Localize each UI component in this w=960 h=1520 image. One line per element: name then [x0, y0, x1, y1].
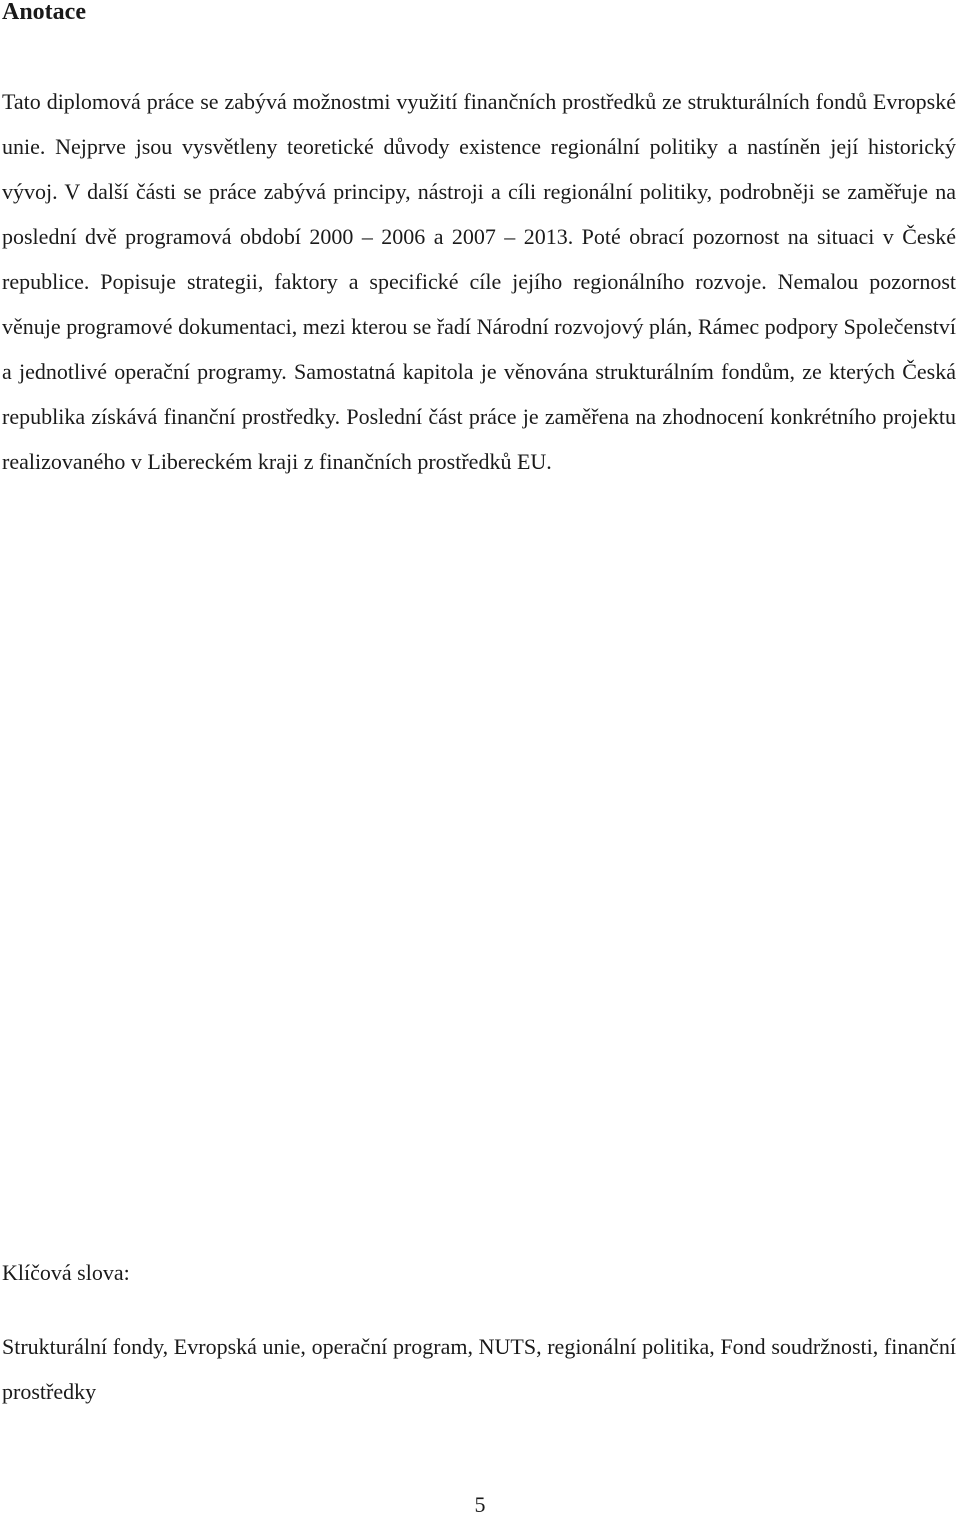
keywords-list: Strukturální fondy, Evropská unie, operační program, NUTS, regionální politika, Fond soudržnosti, finanční prostředky — [2, 1334, 956, 1404]
keywords-label: Klíčová slova: — [2, 1260, 130, 1285]
abstract-paragraph: Tato diplomová práce se zabývá možnostmi využití finančních prostředků ze strukturálních fondů Evropské unie. Nejprve jsou vysvětleny teoretické důvody existence regionální politiky a nastíněn její historický vývoj. V další části se práce zabývá principy, nástroji a cíli regionální politiky, podrobněji se zaměřuje na poslední dvě programová období 2000 – 2006 a 2007 – 2013. Poté obrací pozornost na situaci v České republice. Popisuje strategii, faktory a specifické cíle jejího regionálního rozvoje. Nemalou pozornost věnuje programové dokumentaci, mezi kterou se řadí Národní rozvojový plán, Rámec podpory Společenství a jednotlivé operační programy. Samostatná kapitola je věnována strukturálním fondům, ze kterých Česká republika získává finanční prostředky. Poslední část práce je zaměřena na zhodnocení konkrétního projektu realizovaného v Libereckém kraji z finančních prostředků EU. — [2, 89, 956, 474]
page-number: 5 — [474, 1492, 486, 1517]
section-heading: Anotace — [2, 0, 86, 25]
